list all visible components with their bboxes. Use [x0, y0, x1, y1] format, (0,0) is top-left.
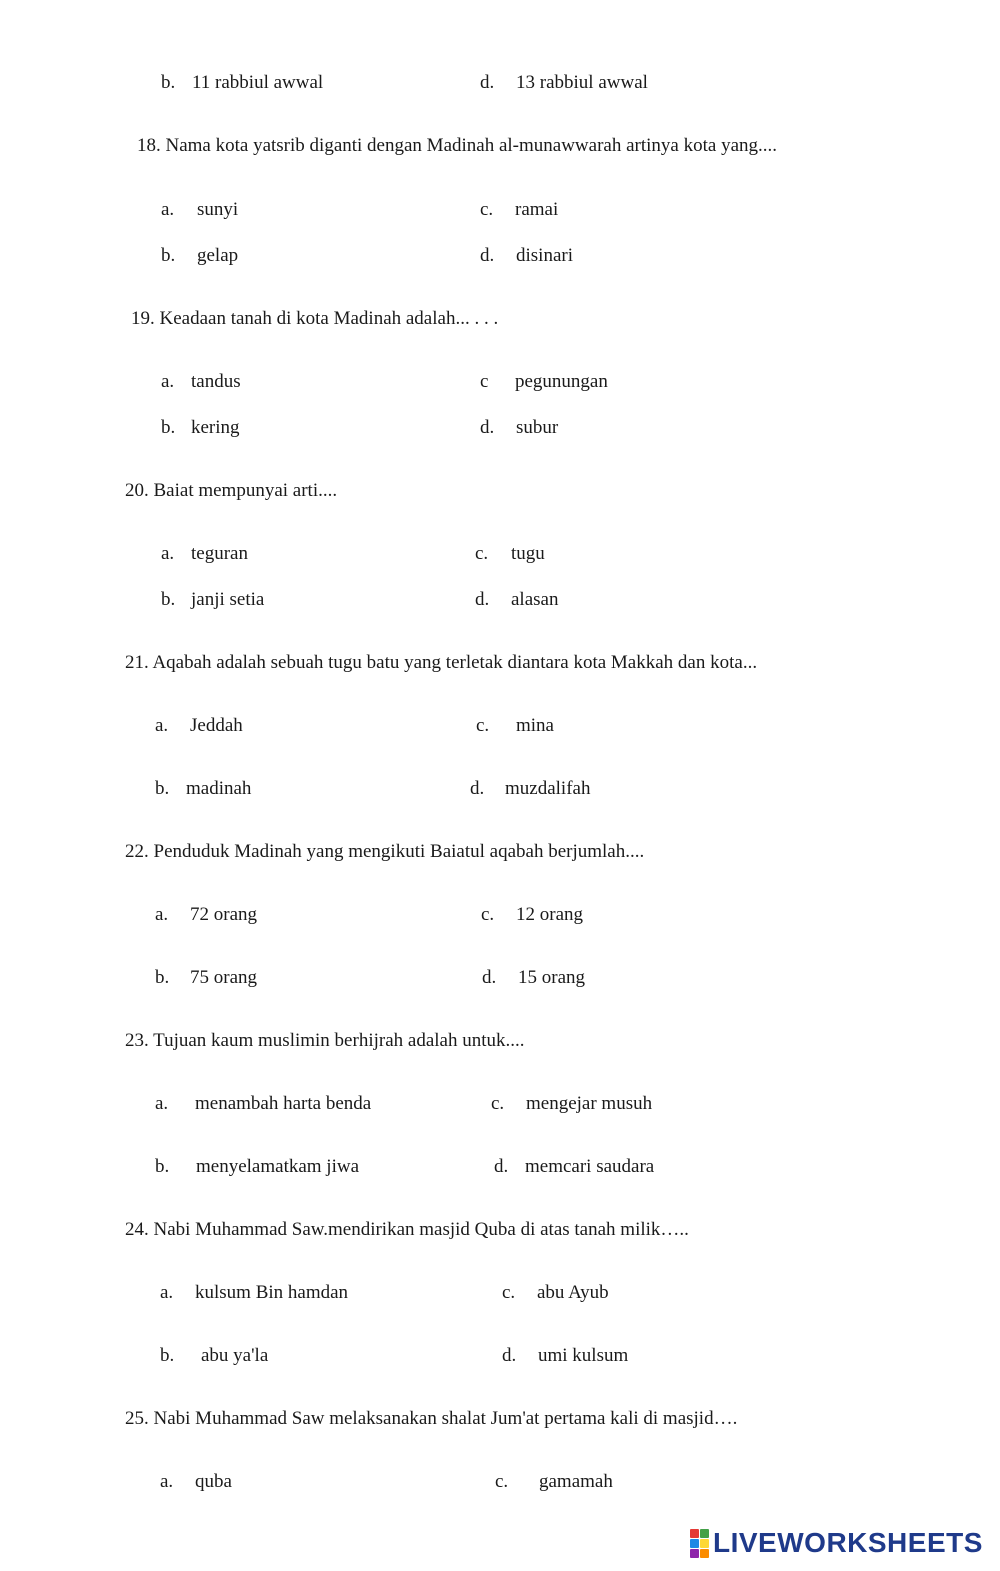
- q25-option-a-text: quba: [195, 1471, 232, 1492]
- q19-option-c-text: pegunungan: [515, 371, 608, 392]
- q23-option-c-text: mengejar musuh: [526, 1093, 653, 1114]
- q20-option-c-letter: c.: [475, 543, 489, 564]
- liveworksheets-watermark: [690, 1528, 983, 1558]
- q24-option-a-text: kulsum Bin hamdan: [195, 1282, 349, 1303]
- q19-option-b-letter: b.: [161, 417, 176, 438]
- q24-option-c-letter: c.: [502, 1282, 516, 1303]
- liveworksheets-logo-text: LIVEWORKSHEETS: [713, 1527, 983, 1558]
- q22-option-d-text: 15 orang: [518, 967, 586, 988]
- q21-option-c-letter: c.: [476, 715, 490, 736]
- q21-option-d-text: muzdalifah: [505, 778, 591, 799]
- q22-option-a-text: 72 orang: [190, 904, 258, 925]
- q25-option-c-text: gamamah: [539, 1471, 613, 1492]
- q20-option-a-text: teguran: [191, 543, 248, 564]
- q23-option-d-text: memcari saudara: [525, 1156, 655, 1177]
- q19-question: 19. Keadaan tanah di kota Madinah adalah... . . .: [131, 308, 499, 329]
- q18-option-b-text: gelap: [197, 245, 239, 266]
- q25-question: 25. Nabi Muhammad Saw melaksanakan shalat Jum'at pertama kali di masjid….: [125, 1408, 738, 1429]
- q18-option-c-letter: c.: [480, 199, 494, 220]
- q20-option-d-letter: d.: [475, 589, 490, 610]
- q21-option-b-text: madinah: [186, 778, 252, 799]
- q20-option-c-text: tugu: [511, 543, 545, 564]
- q17-option-d-text: 13 rabbiul awwal: [516, 72, 648, 93]
- q21-option-b-letter: b.: [155, 778, 170, 799]
- q19-option-a-text: tandus: [191, 371, 241, 392]
- q18-option-a-text: sunyi: [197, 199, 239, 220]
- q21-option-d-letter: d.: [470, 778, 485, 799]
- q23-option-d-letter: d.: [494, 1156, 509, 1177]
- q23-option-c-letter: c.: [491, 1093, 505, 1114]
- q22-question: 22. Penduduk Madinah yang mengikuti Baiatul aqabah berjumlah....: [125, 841, 645, 862]
- q20-option-a-letter: a.: [161, 543, 175, 564]
- q22-option-b-text: 75 orang: [190, 967, 258, 988]
- q23-option-b-letter: b.: [155, 1156, 170, 1177]
- q21-option-a-text: Jeddah: [190, 715, 243, 736]
- q24-option-a-letter: a.: [160, 1282, 174, 1303]
- q17-option-b-letter: b.: [161, 72, 176, 93]
- q18-option-a-letter: a.: [161, 199, 175, 220]
- q24-option-b-text: abu ya'la: [201, 1345, 269, 1366]
- q25-option-a-letter: a.: [160, 1471, 174, 1492]
- q20-question: 20. Baiat mempunyai arti....: [125, 480, 338, 501]
- q18-option-b-letter: b.: [161, 245, 176, 266]
- q24-option-d-letter: d.: [502, 1345, 517, 1366]
- q24-option-b-letter: b.: [160, 1345, 175, 1366]
- q19-option-d-letter: d.: [480, 417, 495, 438]
- q21-option-c-text: mina: [516, 715, 554, 736]
- q21-question: 21. Aqabah adalah sebuah tugu batu yang terletak diantara kota Makkah dan kota...: [125, 652, 758, 673]
- q18-option-d-text: disinari: [516, 245, 573, 266]
- q24-option-c-text: abu Ayub: [537, 1282, 609, 1303]
- q20-option-b-letter: b.: [161, 589, 176, 610]
- q17-option-b-text: 11 rabbiul awwal: [192, 72, 324, 93]
- q18-option-c-text: ramai: [515, 199, 559, 220]
- q23-option-a-text: menambah harta benda: [195, 1093, 372, 1114]
- q18-option-d-letter: d.: [480, 245, 495, 266]
- liveworksheets-logo-icon: [690, 1529, 709, 1558]
- q19-option-c-letter: c: [480, 371, 489, 392]
- q23-option-b-text: menyelamatkam jiwa: [196, 1156, 360, 1177]
- q22-option-a-letter: a.: [155, 904, 169, 925]
- q22-option-d-letter: d.: [482, 967, 497, 988]
- q19-option-a-letter: a.: [161, 371, 175, 392]
- q25-option-c-letter: c.: [495, 1471, 509, 1492]
- q22-option-b-letter: b.: [155, 967, 170, 988]
- q22-option-c-letter: c.: [481, 904, 495, 925]
- q23-option-a-letter: a.: [155, 1093, 169, 1114]
- q24-option-d-text: umi kulsum: [538, 1345, 629, 1366]
- q22-option-c-text: 12 orang: [516, 904, 584, 925]
- q20-option-b-text: janji setia: [191, 589, 265, 610]
- q21-option-a-letter: a.: [155, 715, 169, 736]
- q19-option-b-text: kering: [191, 417, 240, 438]
- q18-question: 18. Nama kota yatsrib diganti dengan Madinah al-munawwarah artinya kota yang....: [137, 135, 777, 156]
- q19-option-d-text: subur: [516, 417, 559, 438]
- q17-option-d-letter: d.: [480, 72, 495, 93]
- q23-question: 23. Tujuan kaum muslimin berhijrah adalah untuk....: [125, 1030, 525, 1051]
- q24-question: 24. Nabi Muhammad Saw.mendirikan masjid Quba di atas tanah milik…..: [125, 1219, 689, 1240]
- q20-option-d-text: alasan: [511, 589, 559, 610]
